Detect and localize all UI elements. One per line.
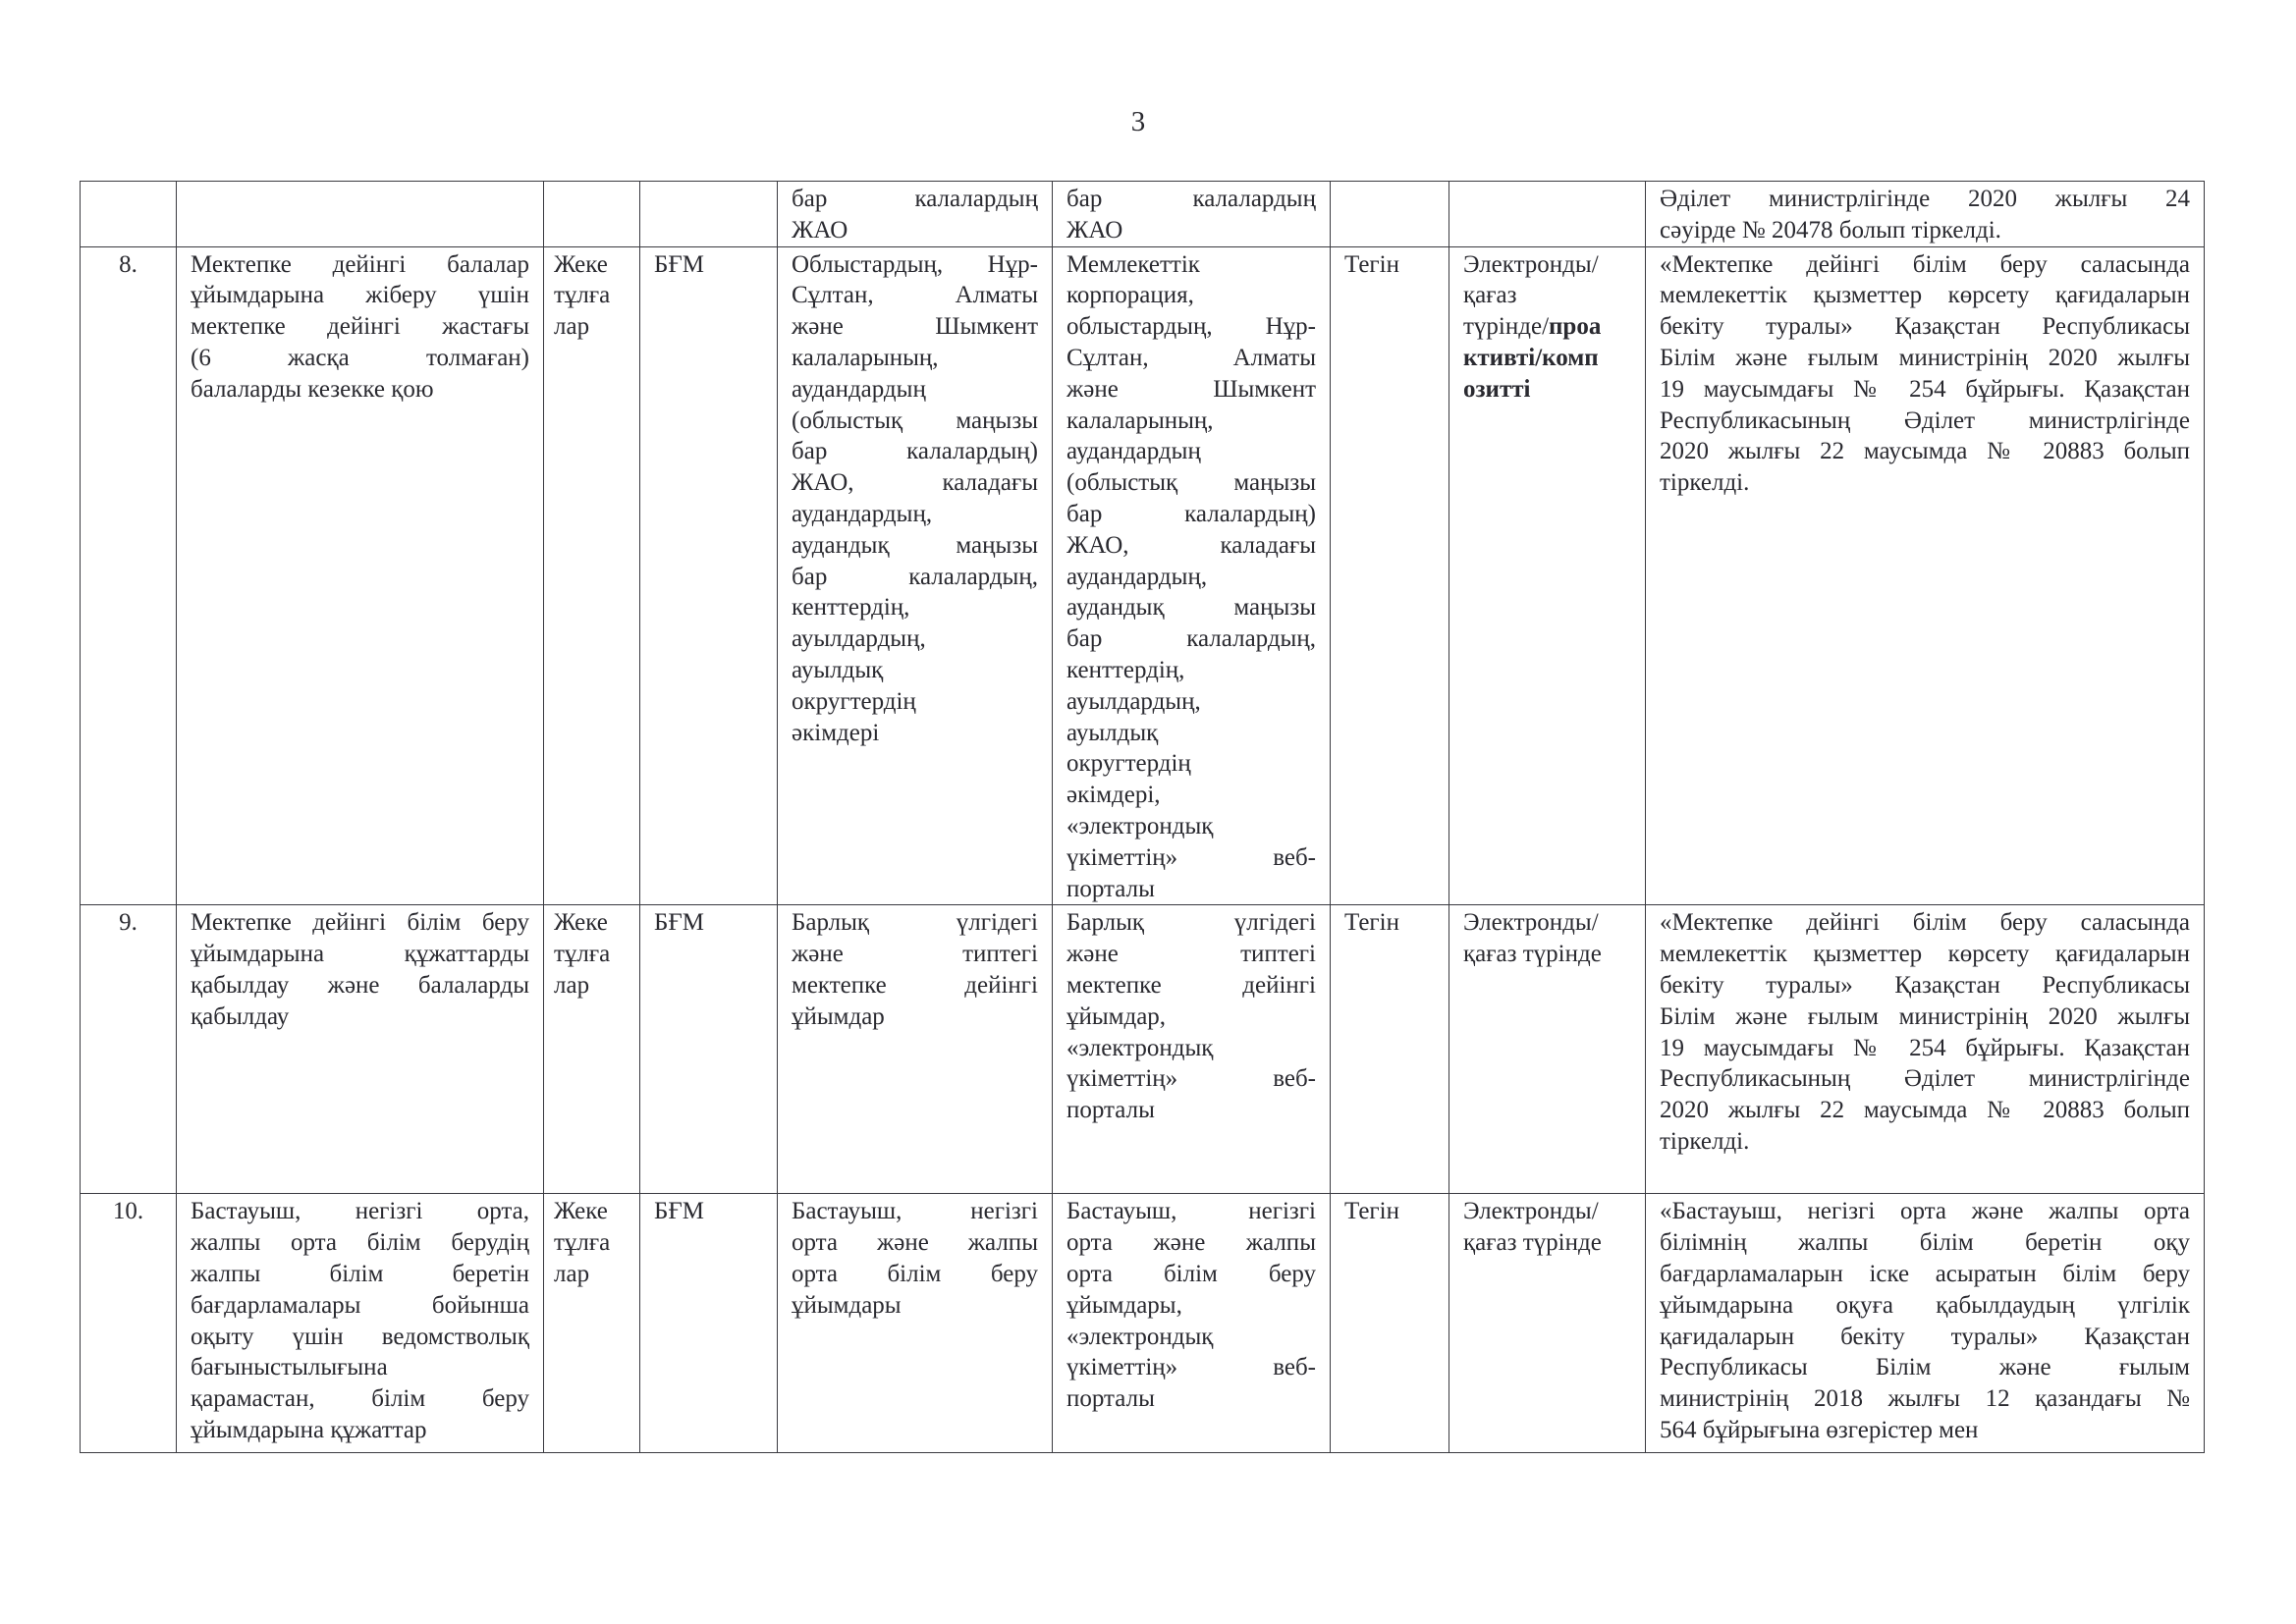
issuer-line: орта білім беру [792,1260,1038,1287]
legal-basis-line: 2020 жылғы 22 маусымда № 20883 болып [1660,438,2190,465]
table-row [81,182,2205,247]
legal-basis-line: Білім және ғылым министрінің 2020 жылғы [1660,1002,2190,1030]
acceptor-line: облыстардың, Нұр- [1066,313,1316,341]
form-line [1463,1196,1639,1227]
form-line-text: түрінде/ [1463,313,1550,341]
service-name-line: ұйымдарына құжаттарды [191,941,529,968]
recipient-cell [544,182,640,247]
form-line [1463,374,1639,406]
row-number: 8. [81,246,177,905]
form-line [1463,343,1639,374]
form-cell [1449,1194,1646,1453]
legal-basis-line: «Бастауыш, негізгі орта және жалпы орта [1660,1198,2190,1225]
form-cell [1449,905,1646,1194]
legal-basis-line: қағидаларын бекіту туралы» Қазақстан [1660,1323,2190,1350]
issuer-line: ЖАО [792,216,848,244]
form-line-text: қағаз түрінде [1463,941,1602,968]
service-name-line: балаларды кезекке қою [191,375,434,403]
service-name-line: бағыныстылығына [191,1354,388,1381]
service-name-cell [177,1194,544,1453]
acceptor-line: калаларының, [1066,406,1214,434]
acceptor-line: Сұлтан, Алматы [1066,344,1316,371]
service-name-line: қабылдау [191,1002,290,1030]
form-line [1463,907,1639,939]
recipient-line: лар [554,1260,590,1287]
legal-basis-line: тіркелді. [1660,1127,1750,1155]
acceptor-line: Барлық үлгідегі [1066,909,1316,937]
acceptor-line: аудандық маңызы [1066,594,1316,622]
acceptor-cell [1053,246,1331,905]
acceptor-line: порталы [1066,875,1155,902]
acceptor-line: корпорация, [1066,282,1194,309]
acceptor-line: және Шымкент [1066,375,1316,403]
legal-basis-line: «Мектепке дейінгі білім беру саласында [1660,909,2190,937]
form-line-text: қағаз түрінде [1463,1229,1602,1257]
issuer-line: бар калалардың [792,186,1038,212]
legal-basis-line: тіркелді. [1660,469,1750,497]
form-cell [1449,182,1646,247]
issuer-line: Барлық үлгідегі [792,909,1038,937]
acceptor-line: Бастауыш, негізгі [1066,1198,1316,1225]
acceptor-cell [1053,1194,1331,1453]
legal-basis-line: 19 маусымдағы № 254 бұйрығы. Қазақстан [1660,1034,2190,1061]
acceptor-line: үкіметтің» веб- [1066,1065,1316,1093]
fee-cell: Тегін [1331,1194,1449,1453]
issuer-line: ұйымдар [792,1002,885,1030]
table-row [81,246,2205,905]
recipient-line: Жеке [554,1198,608,1225]
acceptor-line: Мемлекеттік [1066,250,1200,278]
acceptor-cell [1053,182,1331,247]
service-name-line: бағдарламалары бойынша [191,1291,529,1319]
issuer-line: мектепке дейінгі [792,971,1038,999]
form-line-text: Электронды/ [1463,250,1599,278]
ministry-cell: БҒМ [640,1194,778,1453]
fee-cell: Тегін [1331,246,1449,905]
issuer-line: ауылдардың, [792,625,926,653]
acceptor-line: «электрондық [1066,1323,1214,1350]
acceptor-line: ЖАО [1066,216,1123,244]
legal-basis-line: сәуірде № 20478 болып тіркелді. [1660,216,2001,244]
issuer-line: Сұлтан, Алматы [792,282,1038,309]
legal-basis-cell [1646,905,2205,1194]
recipient-cell [544,246,640,905]
recipient-line: тұлға [554,282,611,309]
form-line-text: Электронды/ [1463,1198,1599,1225]
legal-basis-cell [1646,1194,2205,1453]
legal-basis-line: «Мектепке дейінгі білім беру саласында [1660,250,2190,278]
service-name-cell [177,905,544,1194]
fee-cell [1331,182,1449,247]
fee-cell: Тегін [1331,905,1449,1194]
acceptor-line: орта және жалпы [1066,1229,1316,1257]
service-name-line: қарамастан, білім беру [191,1385,529,1413]
row-number [81,182,177,247]
acceptor-line: ұйымдар, [1066,1002,1167,1030]
recipient-cell [544,905,640,1194]
issuer-line: орта және жалпы [792,1229,1038,1257]
legal-basis-line: 2020 жылғы 22 маусымда № 20883 болып [1660,1097,2190,1124]
form-line-text: озитті [1463,375,1531,403]
issuer-line: калаларының, [792,344,939,371]
issuer-line: бар калалардың, [792,563,1038,590]
table-row [81,1194,2205,1453]
table-row [81,905,2205,1194]
recipient-line: тұлға [554,941,611,968]
legal-basis-line: мемлекеттік қызметтер көрсету қағидаларын [1660,941,2190,968]
service-name-line: Мектепке дейінгі білім беру [191,909,529,937]
issuer-line: Бастауыш, негізгі [792,1198,1038,1225]
issuer-line: аудандық маңызы [792,531,1038,559]
issuer-line: кенттердің, [792,594,910,622]
acceptor-line: порталы [1066,1385,1155,1413]
service-name-line: жалпы білім беретін [191,1260,529,1287]
issuer-line: аудандардың, [792,500,933,527]
ministry-cell [640,182,778,247]
row-number: 10. [81,1194,177,1453]
acceptor-line: орта білім беру [1066,1260,1316,1287]
acceptor-line: (облыстық маңызы [1066,469,1316,497]
acceptor-cell [1053,905,1331,1194]
page-number: 3 [1130,106,1146,137]
legal-basis-line: мемлекеттік қызметтер көрсету қағидаларын [1660,282,2190,309]
service-name-line: жалпы орта білім берудің [191,1229,529,1257]
form-line [1463,1227,1639,1259]
ministry-cell: БҒМ [640,905,778,1194]
acceptor-line: және типтегі [1066,941,1316,968]
form-line-text: Электронды/ [1463,909,1599,937]
acceptor-line: аудандардың, [1066,563,1208,590]
recipient-line: лар [554,313,590,341]
legal-basis-line: бекіту туралы» Қазақстан Республикасы [1660,971,2190,999]
recipient-line: Жеке [554,909,608,937]
acceptor-line: «электрондық [1066,812,1214,839]
service-name-cell [177,182,544,247]
legal-basis-line: бағдарламаларын іске асыратын білім беру [1660,1260,2190,1287]
issuer-line: әкімдері [792,719,880,746]
form-line [1463,311,1639,343]
form-line [1463,280,1639,311]
service-name-line: қабылдау және балаларды [191,971,529,999]
acceptor-line: ЖАО, каладағы [1066,531,1316,559]
legal-basis-line: Республикасы Білім және ғылым [1660,1354,2190,1381]
legal-basis-line: 564 бұйрығына өзгерістер мен [1660,1416,1979,1443]
service-name-line: (6 жасқа толмаған) [191,344,529,371]
acceptor-line: порталы [1066,1097,1155,1124]
issuer-line: ұйымдары [792,1291,902,1319]
acceptor-line: бар калалардың, [1066,625,1316,653]
acceptor-line: кенттердің, [1066,656,1185,683]
acceptor-line: округтердің [1066,750,1191,778]
service-name-line: оқыту үшін ведомстволық [191,1323,529,1350]
issuer-cell [778,182,1053,247]
acceptor-line: ұйымдары, [1066,1291,1182,1319]
acceptor-line: үкіметтің» веб- [1066,1354,1316,1381]
form-cell [1449,246,1646,905]
ministry-cell: БҒМ [640,246,778,905]
issuer-cell [778,905,1053,1194]
legal-basis-line: Әділет министрлігінде 2020 жылғы 24 [1660,186,2190,212]
legal-basis-line: бекіту туралы» Қазақстан Республикасы [1660,313,2190,341]
issuer-cell [778,1194,1053,1453]
recipient-line: тұлға [554,1229,611,1257]
issuer-cell [778,246,1053,905]
form-line [1463,939,1639,970]
legal-basis-line: Республикасының Әділет министрлігінде [1660,406,2190,434]
recipient-line: лар [554,971,590,999]
acceptor-line: мектепке дейінгі [1066,971,1316,999]
issuer-line: округтердің [792,687,916,715]
recipient-cell [544,1194,640,1453]
legal-basis-line: ұйымдарына оқуға қабылдаудың үлгілік [1660,1291,2190,1319]
row-number: 9. [81,905,177,1194]
form-line-bold-suffix: проа [1549,313,1602,341]
services-table [80,181,2205,1453]
issuer-line: ЖАО, каладағы [792,469,1038,497]
acceptor-line: ауылдық [1066,719,1159,746]
issuer-line: және типтегі [792,941,1038,968]
acceptor-line: үкіметтің» веб- [1066,843,1316,871]
acceptor-line: «электрондық [1066,1034,1214,1061]
form-line-text: қағаз [1463,282,1517,309]
legal-basis-cell [1646,246,2205,905]
acceptor-line: бар калалардың [1066,186,1316,212]
legal-basis-line: білімнің жалпы білім беретін оқу [1660,1229,2190,1257]
service-name-line: Бастауыш, негізгі орта, [191,1198,529,1225]
acceptor-line: ауылдардың, [1066,687,1201,715]
acceptor-line: бар калалардың) [1066,500,1316,527]
form-line [1463,249,1639,281]
legal-basis-line: Республикасының Әділет министрлігінде [1660,1065,2190,1093]
issuer-line: және Шымкент [792,313,1038,341]
legal-basis-cell [1646,182,2205,247]
form-line-text: ктивті/комп [1463,344,1599,371]
service-name-line: ұйымдарына жіберу үшін [191,282,529,309]
legal-basis-line: Білім және ғылым министрінің 2020 жылғы [1660,344,2190,371]
acceptor-line: әкімдері, [1066,782,1161,809]
legal-basis-line: 19 маусымдағы № 254 бұйрығы. Қазақстан [1660,375,2190,403]
service-name-cell [177,246,544,905]
acceptor-line: аудандардың [1066,438,1201,465]
issuer-line: ауылдық [792,656,884,683]
issuer-line: Облыстардың, Нұр- [792,250,1038,278]
issuer-line: бар калалардың) [792,438,1038,465]
service-name-line: мектепке дейінгі жастағы [191,313,529,341]
service-name-line: Мектепке дейінгі балалар [191,250,529,278]
issuer-line: (облыстық маңызы [792,406,1038,434]
legal-basis-line: министрінің 2018 жылғы 12 қазандағы № [1660,1385,2190,1413]
recipient-line: Жеке [554,250,608,278]
service-name-line: ұйымдарына құжаттар [191,1416,427,1443]
issuer-line: аудандардың [792,375,926,403]
